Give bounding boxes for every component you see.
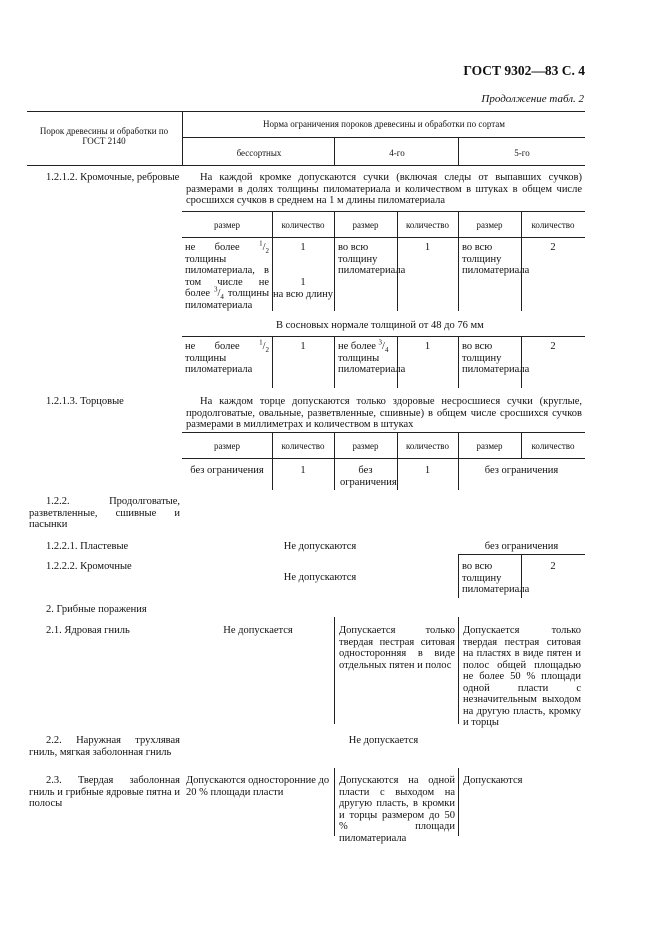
cell-vline (458, 768, 459, 836)
subhead-qty: количество (531, 220, 575, 230)
pine-size-5: во всю толщину пиломатериала (462, 341, 530, 375)
qty-cell: 1 (424, 341, 431, 352)
subhead-qty: количество (281, 220, 325, 230)
row-label-1213: 1.2.1.3. Торцовые (46, 396, 124, 407)
pine-size-4: не более $^3/_4$ толщины пиломатериала (338, 338, 406, 375)
qty-cell: 1 (300, 277, 306, 288)
subhead-bottom-rule (182, 458, 585, 459)
size-cell-4: во всю толщину пиломатериала (338, 242, 406, 276)
subhead-qty: количество (281, 441, 325, 451)
row-label-1221: 1.2.2.1. Пластевые (46, 541, 129, 552)
head-mid-rule (182, 137, 585, 138)
row-desc-1213: На каждом торце допускаются только здоровые несросшиеся сучки (круглые, продолговатые, овальные, разветвленные, сшивные) в общем числе сросшихся сучков размерами в миллиметрах и количеством в штуках (186, 396, 582, 430)
unlimited: без ограничения (484, 541, 559, 552)
grade-header-nonsort: бессортных (236, 148, 282, 158)
continuation-label: Продолжение табл. 2 (481, 93, 584, 105)
tortsy-size-5: без ограничения (484, 465, 559, 476)
norm-header: Норма ограничения пороков древесины и обработки по сортам (263, 119, 505, 129)
subhead-qty: количество (406, 441, 449, 451)
subhead-size: размер (213, 220, 241, 230)
row-label-122: 1.2.2. Продолговатые, разветвленные, сшивные и пасынки (29, 496, 180, 530)
heart-rot-nonsort: Не допускается (223, 625, 293, 636)
subhead-top-rule (182, 432, 585, 433)
not-allowed: Не допускаются (283, 541, 357, 552)
cell-vline (334, 617, 335, 724)
not-allowed-all: Не допускается (348, 735, 419, 746)
head-vline (458, 137, 459, 165)
pine-rule (182, 336, 585, 337)
subhead-size: размер (352, 441, 379, 451)
grade-header-5: 5-го (514, 148, 530, 158)
qty-cell: 1 (300, 341, 306, 352)
tortsy-size-nonsort: без ограничения (190, 465, 264, 476)
row-label-22: 2.2. Наружная трухлявая гниль, мягкая заболонная гниль (29, 735, 180, 758)
cell-vline (458, 336, 459, 388)
grade-header-4: 4-го (389, 148, 405, 158)
cell-vline (334, 336, 335, 388)
cell-vline (334, 768, 335, 836)
page-title: ГОСТ 9302—83 С. 4 (463, 63, 585, 78)
row-label-2: 2. Грибные поражения (46, 604, 147, 615)
subhead-top-rule (182, 211, 585, 212)
sap-rot-nonsort: Допускаются односторонние до 20 % площади пласти (186, 775, 330, 798)
pine-note: В сосновых нормале толщиной от 48 до 76 мм (276, 320, 484, 331)
subhead-size: размер (476, 220, 503, 230)
head-bottom-rule (27, 165, 585, 166)
not-allowed: Не допускаются (283, 572, 357, 583)
qty-cell: 2 (550, 242, 556, 253)
cell-vline (458, 554, 459, 598)
row-desc-1212: На каждой кромке допускаются сучки (включая следы от выпавших сучков) размерами в долях толщины пиломатериала и количеством в штуках в общем числе сросшихся сучков в среднем на 1 м длины пиломатериала (186, 172, 582, 206)
subhead-size: размер (213, 441, 241, 451)
sap-rot-4: Допускаются на одной пласти с выходом на другую пласть, в кромки и торцы размером до 50 % площади пиломатериала (339, 775, 455, 844)
qty-cell: 1 (424, 465, 431, 476)
qty-cell: 1 (300, 242, 306, 253)
qty-cell: 1 (300, 465, 306, 476)
subhead-size: размер (352, 220, 379, 230)
qty-cell-note: на всю длину (272, 289, 333, 300)
table-top-rule (27, 111, 585, 112)
row-label-1212: 1.2.1.2. Кромочные, ребровые (46, 172, 180, 183)
row-label-1222: 1.2.2.2. Кромочные (46, 561, 132, 572)
defect-column-header: Порок древесины и обработки по ГОСТ 2140 (39, 126, 169, 146)
subhead-qty: количество (531, 441, 575, 451)
head-vline (334, 137, 335, 165)
size-cell-5: во всю толщину пиломатериала (462, 242, 530, 276)
subhead-bottom-rule (182, 237, 585, 238)
row-label-21: 2.1. Ядровая гниль (46, 625, 130, 636)
size-cell-nonsort: не более $^1/_2$ толщины пиломатериала, в том числе не более $^3/_4$ толщины пиломатериала (185, 239, 269, 311)
edge-size-5: во всю толщину пиломатериала (462, 561, 530, 595)
heart-rot-4: Допускается только твердая пестрая ситовая односторонняя в виде отдельных пятен и полос (339, 625, 455, 671)
qty-cell: 2 (550, 341, 556, 352)
cell-vline (458, 617, 459, 724)
row-label-23: 2.3. Твердая заболонная гниль и грибные ядровые пятна и полосы (29, 775, 180, 809)
tortsy-size-4: без ограничения (340, 465, 397, 488)
qty-cell: 2 (550, 561, 556, 572)
sap-rot-5: Допускаются (463, 775, 523, 786)
subhead-qty: количество (406, 220, 449, 230)
heart-rot-5: Допускается только твердая пестрая ситовая на пластях в виде пятен и полос общей площадью не более 50 % площади одной пласти с незначительным выходом на другую пласть, кромку и торцы (463, 625, 581, 728)
head-vline (182, 111, 183, 165)
pine-size-nonsort: не более $^1/_2$ толщины пиломатериала (185, 338, 269, 375)
subhead-size: размер (476, 441, 503, 451)
qty-cell: 1 (424, 242, 431, 253)
